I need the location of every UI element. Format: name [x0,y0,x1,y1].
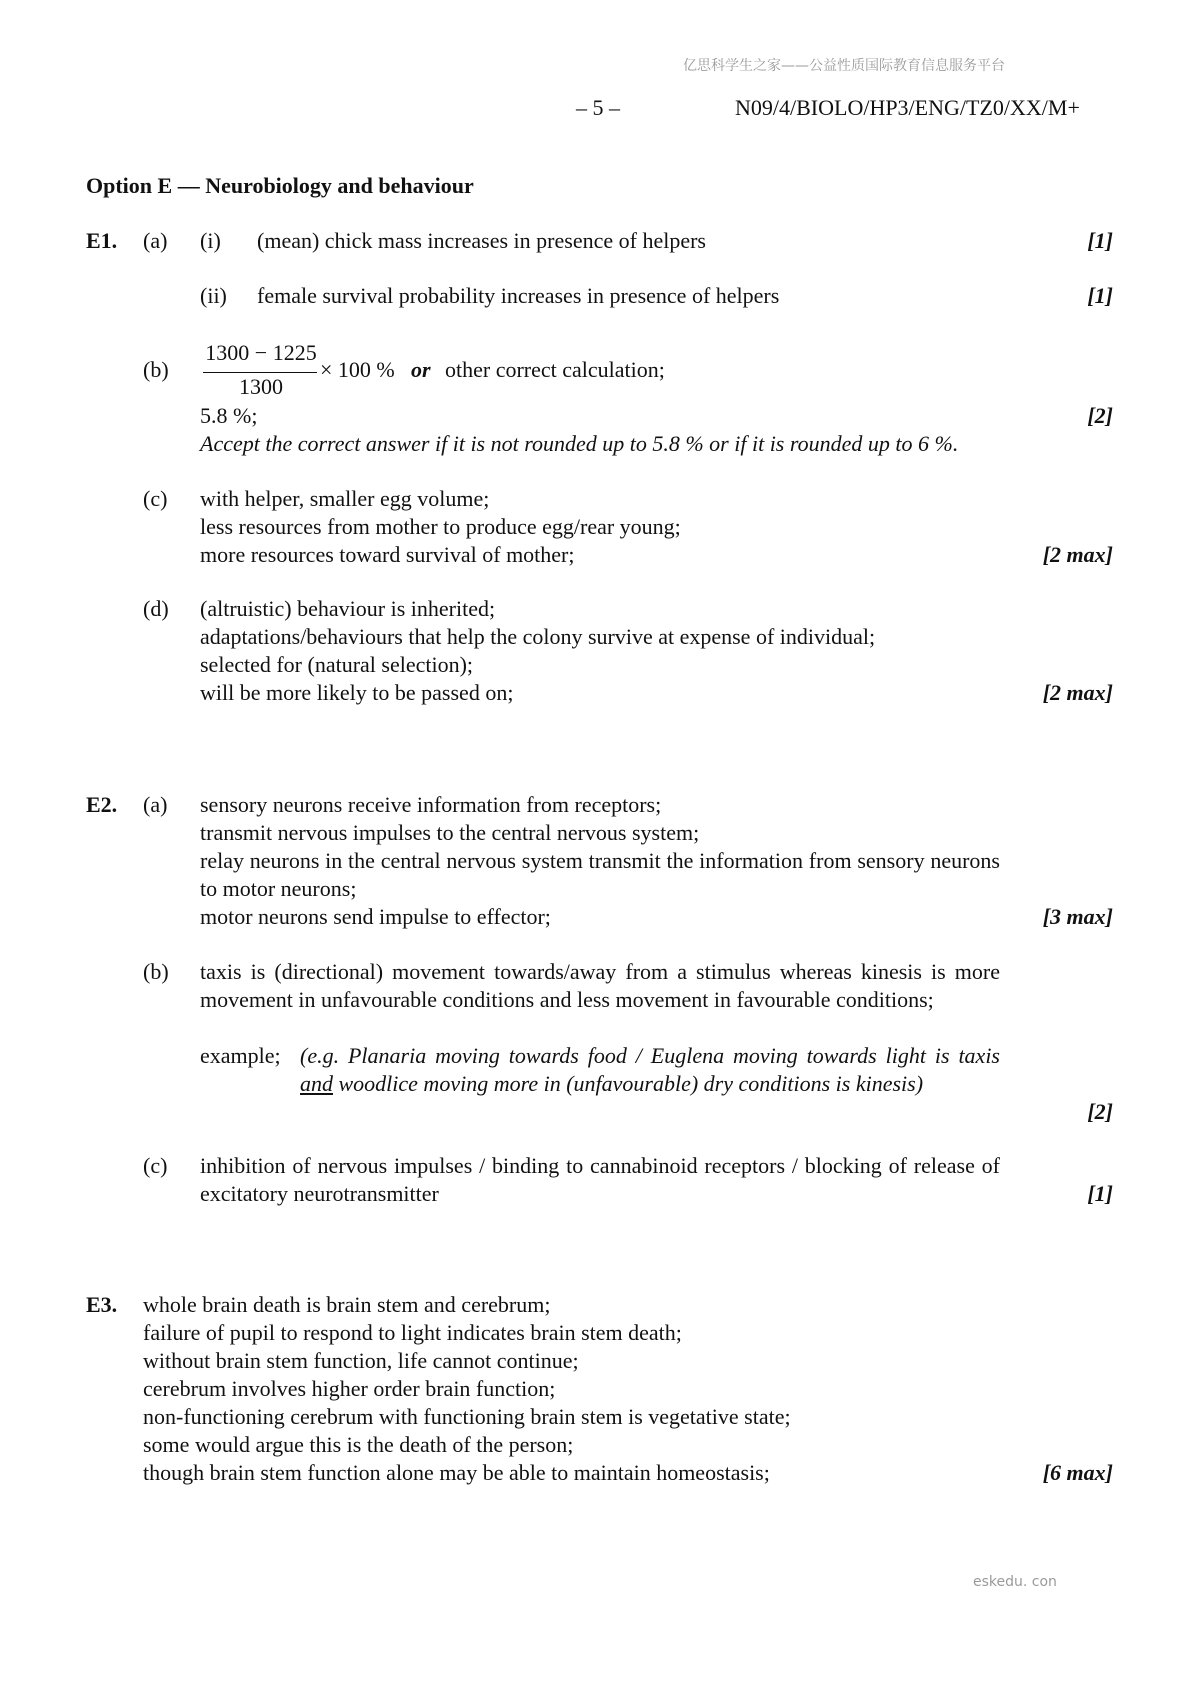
e1-b-other: other correct calculation; [445,357,665,382]
e2-b-example-part2: woodlice moving more in (unfavourable) dry conditions is kinesis) [338,1071,924,1096]
e2-c-label: (c) [143,1153,168,1178]
e1-d-line: (altruistic) behaviour is inherited; [200,596,496,621]
e3-block [143,1291,791,1487]
e2-a-label: (a) [143,792,168,817]
e2-a-paragraph: relay neurons in the central nervous system transmit the information from sensory neurons to motor neurons; [200,848,1000,901]
e2-a-line1: sensory neurons receive information from receptors; [200,792,662,817]
e2-b-example [300,1042,1000,1098]
e1-c-line: with helper, smaller egg volume; [200,486,490,511]
e1-c-mark: [2 max] [1042,542,1113,567]
e1-a-ii-mark: [1] [1087,283,1113,308]
e1-d-line: adaptations/behaviours that help the colony survive at expense of individual; [200,624,876,649]
e2-b-example-label: example; [200,1043,281,1068]
e3-line: failure of pupil to respond to light indicates brain stem death; [143,1320,682,1345]
e1-c-line: less resources from mother to produce egg/rear young; [200,514,681,539]
e2-b-mark: [2] [1087,1099,1113,1124]
e1-d-line: selected for (natural selection); [200,652,474,677]
e1-b-label: (b) [143,357,169,382]
e2-a-mark: [3 max] [1042,904,1113,929]
e3-line: though brain stem function alone may be able to maintain homeostasis; [143,1460,770,1485]
e3-line: non-functioning cerebrum with functioning brain stem is vegetative state; [143,1404,791,1429]
e2-b-example-and: and [300,1071,333,1096]
e1-a-label: (a) [143,228,168,253]
e1-b-answer: 5.8 %; [200,403,258,428]
e1-b-times: × 100 % [320,357,395,382]
section-title: Option E — Neurobiology and behaviour [86,173,474,198]
e1-a-i-mark: [1] [1087,228,1113,253]
e1-b-mark: [2] [1087,403,1113,428]
e1-c-label: (c) [143,486,168,511]
watermark-top: 亿思科学生之家——公益性质国际教育信息服务平台 [683,58,1005,74]
e1-c-line: more resources toward survival of mother; [200,542,575,567]
watermark-bottom: eskedu. con [973,1574,1057,1590]
e3-line: cerebrum involves higher order brain function; [143,1376,556,1401]
paper-code: N09/4/BIOLO/HP3/ENG/TZ0/XX/M+ [735,95,1080,120]
e3-line: without brain stem function, life cannot continue; [143,1348,579,1373]
e3-label: E3. [86,1292,118,1317]
e3-line: whole brain death is brain stem and cerebrum; [143,1292,551,1317]
e1-d-block [200,595,875,707]
e2-b-label: (b) [143,959,169,984]
e1-c-block [200,485,681,569]
e1-a-i-text: (mean) chick mass increases in presence of helpers [257,228,706,253]
e1-d-label: (d) [143,596,169,621]
e1-b-denominator: 1300 [239,374,283,399]
e1-b-or: or [411,357,431,382]
e1-b-numerator: 1300 − 1225 [205,340,317,365]
e2-b-example-part1: (e.g. Planaria moving towards food / Euglena moving towards light is taxis [300,1043,1000,1068]
e3-mark: [6 max] [1042,1460,1113,1485]
e1-b-note: Accept the correct answer if it is not rounded up to 5.8 % or if it is rounded up to 6 %. [200,431,959,456]
e1-b-fraction [201,339,321,403]
e1-a-ii-text: female survival probability increases in presence of helpers [257,283,780,308]
page-number: – 5 – [576,95,620,120]
e1-d-line: will be more likely to be passed on; [200,680,514,705]
e2-b-paragraph: taxis is (directional) movement towards/away from a stimulus whereas kinesis is more movement in unfavourable conditions and less movement in favourable conditions; [200,959,1000,1012]
e2-a-line4: motor neurons send impulse to effector; [200,904,551,929]
e3-line: some would argue this is the death of the person; [143,1432,574,1457]
e2-a-line2: transmit nervous impulses to the central nervous system; [200,820,700,845]
e2-label: E2. [86,792,118,817]
e1-label: E1. [86,228,118,253]
e2-c-mark: [1] [1087,1181,1113,1206]
e2-c-paragraph: inhibition of nervous impulses / binding to cannabinoid receptors / blocking of release of excitatory neurotransmitter [200,1153,1000,1206]
e1-a-ii-label: (ii) [200,283,227,308]
e1-d-mark: [2 max] [1042,680,1113,705]
e1-a-i-label: (i) [200,228,221,253]
